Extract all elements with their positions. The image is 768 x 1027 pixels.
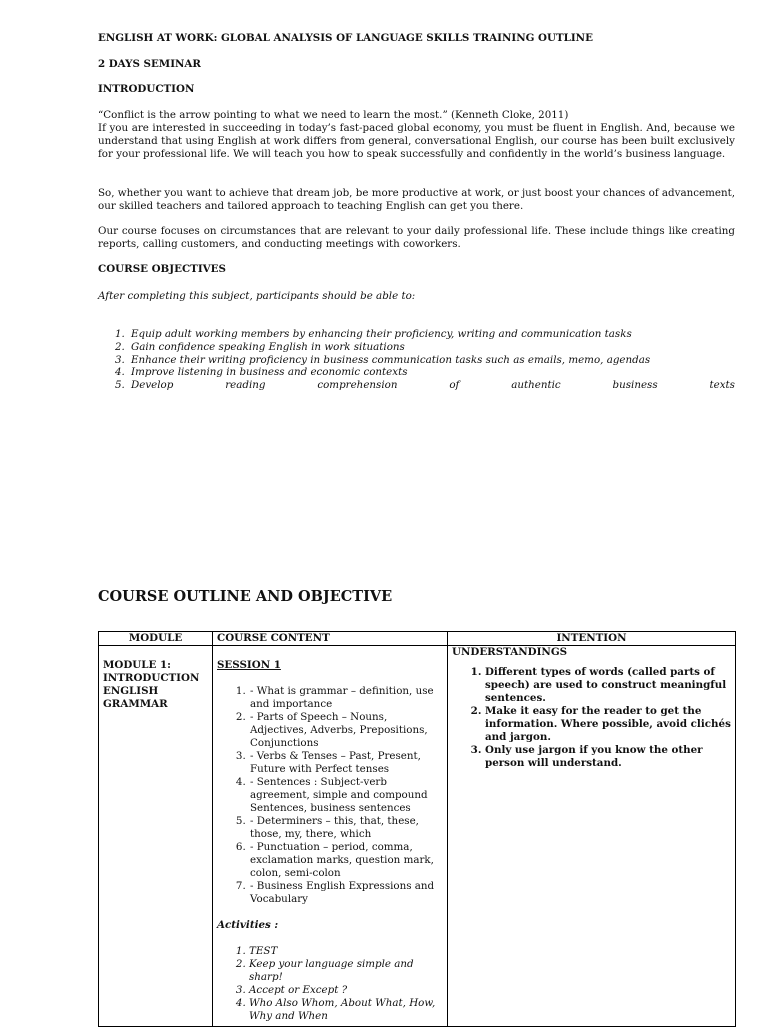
list-item: 5. Develop reading comprehension of authentic business texts [115,379,735,392]
seminar-subtitle: 2 DAYS SEMINAR [98,58,201,70]
module-name: MODULE 1: INTRODUCTION ENGLISH GRAMMAR [103,659,200,710]
list-item: 2. Keep your language simple and sharp! [249,958,443,984]
list-item: 3. Only use jargon if you know the other person will understand. [485,744,731,770]
list-item: 1. - What is grammar – definition, use and importance [249,685,443,711]
objectives-lead: After completing this subject, participants should be able to: [98,290,416,302]
list-item: 1. Equip adult working members by enhancing their proficiency, writing and communication tasks [115,328,632,340]
list-item: 2. Make it easy for the reader to get the information. Where possible, avoid clichés and jargon. [485,705,731,744]
module-header: MODULE [99,632,213,646]
list-item: 4. Who Also Whom, About What, How, Why and When [249,997,443,1023]
activities-label: Activities : [217,919,279,931]
list-item: 7. - Business English Expressions and Vocabulary [249,880,443,906]
introduction-heading: INTRODUCTION [98,83,195,95]
list-item: 2. - Parts of Speech – Nouns, Adjectives, Adverbs, Prepositions, Conjunctions [249,711,443,750]
intro-paragraph-1: If you are interested in succeeding in today’s fast-paced global economy, you must be fluent in English. And, because we understand that using English at work differs from general, conversational English, our course has been built exclusively for your professional life. We will teach you how to speak successfully and confidently in the world’s business language. [98,122,735,160]
module-cell [99,646,213,1027]
content-header: COURSE CONTENT [213,632,448,646]
list-item: 4. Improve listening in business and economic contexts [115,366,408,379]
table-row [99,646,736,1027]
intro-paragraph-3: Our course focuses on circumstances that are relevant to your daily professional life. These include things like creating reports, calling customers, and conducting meetings with coworkers. [98,225,735,250]
intention-cell [448,646,736,1027]
understandings-label: UNDERSTANDINGS [452,646,568,658]
objective-5-line: Develop reading comprehension of authentic business texts [131,379,735,392]
list-item: 3. Enhance their writing proficiency in business communication tasks such as emails, memo, agendas [115,353,651,366]
objectives-list [98,328,735,392]
list-item: 5. - Determiners – this, that, these, those, my, there, which [249,815,443,841]
list-item: 6. - Punctuation – period, comma, exclamation marks, question mark, colon, semi-colon [249,841,443,880]
list-item: 3. - Verbs & Tenses – Past, Present, Future with Perfect tenses [249,750,443,776]
list-item: 3. Accept or Except ? [249,984,443,997]
intention-header: INTENTION [448,632,736,646]
document-title: ENGLISH AT WORK: GLOBAL ANALYSIS OF LANGUAGE SKILLS TRAINING OUTLINE [98,32,593,44]
content-cell [213,646,448,1027]
list-item: 1. Different types of words (called parts of speech) are used to construct meaningful sentences. [485,666,731,705]
intro-quote: “Conflict is the arrow pointing to what we need to learn the most.” (Kenneth Cloke, 2011) [98,109,569,121]
list-item: 4. - Sentences : Subject-verb agreement, simple and compound Sentences, business sentences [249,776,443,815]
intro-paragraph-2: So, whether you want to achieve that dream job, be more productive at work, or just boost your chances of advancement, our skilled teachers and tailored approach to teaching English can get you there. [98,187,735,212]
list-item: 1. TEST [249,945,443,958]
content-list [217,685,443,906]
intention-list [452,666,731,770]
objectives-heading: COURSE OBJECTIVES [98,263,226,275]
outline-title: COURSE OUTLINE AND OBJECTIVE [98,588,393,605]
list-item: 2. Gain confidence speaking English in work situations [115,340,405,353]
table-header-row [99,632,736,646]
session-label: SESSION 1 [217,659,281,671]
course-outline-table [98,631,736,1027]
activities-list [217,945,443,1023]
